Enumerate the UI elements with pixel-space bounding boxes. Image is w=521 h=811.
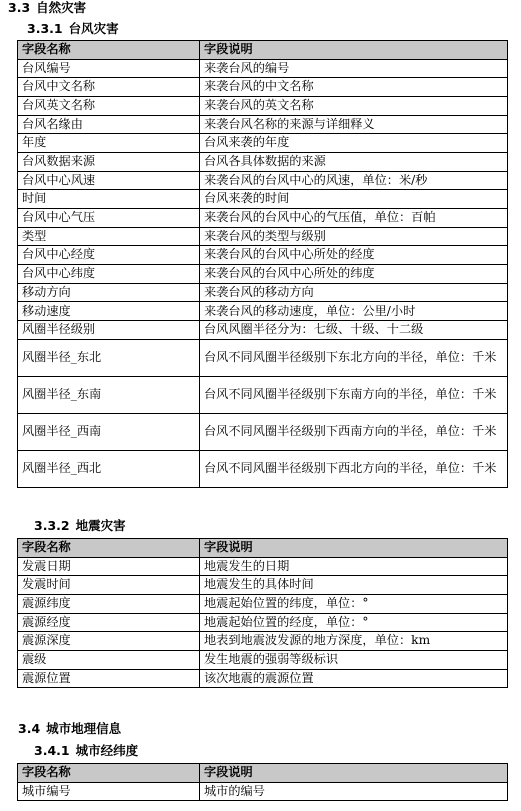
field-name-cell: 震源纬度 xyxy=(18,594,200,613)
table-row xyxy=(18,669,508,688)
section-heading-3-3 xyxy=(8,0,86,16)
section-heading-3-3-1 xyxy=(27,21,119,37)
field-name-cell: 台风名缘由 xyxy=(18,115,200,134)
section-title: 地震灾害 xyxy=(75,518,126,533)
field-desc-cell: 台风来袭的时间 xyxy=(200,190,508,209)
field-desc-cell: 来袭台风的台风中心的气压值，单位：百帕 xyxy=(200,209,508,228)
field-desc-cell: 来袭台风的台风中心所处的纬度 xyxy=(200,265,508,284)
column-header-field-name: 字段名称 xyxy=(18,539,200,558)
table-row xyxy=(18,376,508,413)
field-desc-cell: 台风不同风圈半径级别下东北方向的半径，单位：千米 xyxy=(200,339,508,376)
table-row xyxy=(18,59,508,78)
table-row xyxy=(18,302,508,321)
field-desc-cell: 地震起始位置的纬度，单位：° xyxy=(200,594,508,613)
table-row xyxy=(18,339,508,376)
table-row xyxy=(18,450,508,487)
table-row xyxy=(18,78,508,97)
field-desc-cell: 台风不同风圈半径级别下西北方向的半径，单位：千米 xyxy=(200,450,508,487)
field-desc-cell: 该次地震的震源位置 xyxy=(200,669,508,688)
table-row xyxy=(18,321,508,340)
field-name-cell: 台风编号 xyxy=(18,59,200,78)
field-name-cell: 风圈半径级别 xyxy=(18,321,200,340)
field-desc-cell: 来袭台风的台风中心所处的经度 xyxy=(200,246,508,265)
table-row xyxy=(18,190,508,209)
field-desc-cell: 台风各具体数据的来源 xyxy=(200,152,508,171)
field-desc-cell: 地震起始位置的经度，单位：° xyxy=(200,613,508,632)
section-number: 3.4 xyxy=(18,721,41,736)
field-name-cell: 发震日期 xyxy=(18,557,200,576)
section-number: 3.3 xyxy=(8,0,31,15)
table-row xyxy=(18,246,508,265)
earthquake-fields-table xyxy=(17,538,508,688)
table-row xyxy=(18,115,508,134)
section-number: 3.3.1 xyxy=(27,21,63,36)
table-row xyxy=(18,782,508,801)
field-name-cell: 震源深度 xyxy=(18,632,200,651)
section-number: 3.3.2 xyxy=(34,518,70,533)
field-desc-cell: 台风不同风圈半径级别下西南方向的半径，单位：千米 xyxy=(200,413,508,450)
field-name-cell: 台风中心风速 xyxy=(18,171,200,190)
field-name-cell: 台风中心纬度 xyxy=(18,265,200,284)
field-desc-cell: 发生地震的强弱等级标识 xyxy=(200,650,508,669)
column-header-field-desc: 字段说明 xyxy=(200,41,508,60)
table-row xyxy=(18,594,508,613)
table-row xyxy=(18,152,508,171)
field-name-cell: 风圈半径_东北 xyxy=(18,339,200,376)
field-desc-cell: 来袭台风的编号 xyxy=(200,59,508,78)
field-desc-cell: 地震发生的日期 xyxy=(200,557,508,576)
field-name-cell: 震源位置 xyxy=(18,669,200,688)
table-header-row xyxy=(18,764,508,783)
column-header-field-name: 字段名称 xyxy=(18,41,200,60)
table-row xyxy=(18,227,508,246)
section-number: 3.4.1 xyxy=(34,743,70,758)
table-row xyxy=(18,209,508,228)
table-row xyxy=(18,413,508,450)
field-name-cell: 风圈半径_西北 xyxy=(18,450,200,487)
table-row xyxy=(18,96,508,115)
field-desc-cell: 来袭台风名称的来源与详细释义 xyxy=(200,115,508,134)
field-desc-cell: 来袭台风的移动方向 xyxy=(200,283,508,302)
field-name-cell: 发震时间 xyxy=(18,576,200,595)
field-name-cell: 类型 xyxy=(18,227,200,246)
field-name-cell: 震级 xyxy=(18,650,200,669)
field-desc-cell: 台风风圈半径分为：七级、十级、十二级 xyxy=(200,321,508,340)
section-title: 台风灾害 xyxy=(68,21,119,36)
section-heading-3-4 xyxy=(18,721,121,737)
section-title: 城市经纬度 xyxy=(75,743,139,758)
field-name-cell: 台风英文名称 xyxy=(18,96,200,115)
field-name-cell: 风圈半径_西南 xyxy=(18,413,200,450)
field-desc-cell: 来袭台风的类型与级别 xyxy=(200,227,508,246)
field-name-cell: 台风数据来源 xyxy=(18,152,200,171)
table-row xyxy=(18,613,508,632)
table-row xyxy=(18,171,508,190)
column-header-field-desc: 字段说明 xyxy=(200,764,508,783)
table-header-row xyxy=(18,539,508,558)
field-desc-cell: 台风不同风圈半径级别下东南方向的半径，单位：千米 xyxy=(200,376,508,413)
table-row xyxy=(18,650,508,669)
field-name-cell: 移动速度 xyxy=(18,302,200,321)
section-title: 自然灾害 xyxy=(36,0,87,15)
table-row xyxy=(18,632,508,651)
field-name-cell: 移动方向 xyxy=(18,283,200,302)
column-header-field-desc: 字段说明 xyxy=(200,539,508,558)
field-desc-cell: 来袭台风的英文名称 xyxy=(200,96,508,115)
city-fields-table xyxy=(17,763,508,801)
section-title: 城市地理信息 xyxy=(46,721,122,736)
section-heading-3-4-1 xyxy=(34,743,138,759)
table-row xyxy=(18,134,508,153)
typhoon-fields-table xyxy=(17,40,508,488)
field-name-cell: 风圈半径_东南 xyxy=(18,376,200,413)
field-desc-cell: 来袭台风的中文名称 xyxy=(200,78,508,97)
section-heading-3-3-2 xyxy=(34,518,126,534)
table-row xyxy=(18,557,508,576)
field-name-cell: 台风中文名称 xyxy=(18,78,200,97)
field-desc-cell: 地表到地震波发源的地方深度，单位：km xyxy=(200,632,508,651)
field-desc-cell: 地震发生的具体时间 xyxy=(200,576,508,595)
field-desc-cell: 城市的编号 xyxy=(200,782,508,801)
table-row xyxy=(18,265,508,284)
field-name-cell: 台风中心经度 xyxy=(18,246,200,265)
field-name-cell: 城市编号 xyxy=(18,782,200,801)
table-row xyxy=(18,576,508,595)
field-name-cell: 震源经度 xyxy=(18,613,200,632)
column-header-field-name: 字段名称 xyxy=(18,764,200,783)
field-name-cell: 时间 xyxy=(18,190,200,209)
table-header-row xyxy=(18,41,508,60)
field-name-cell: 年度 xyxy=(18,134,200,153)
table-row xyxy=(18,283,508,302)
field-desc-cell: 台风来袭的年度 xyxy=(200,134,508,153)
field-name-cell: 台风中心气压 xyxy=(18,209,200,228)
field-desc-cell: 来袭台风的台风中心的风速，单位：米/秒 xyxy=(200,171,508,190)
field-desc-cell: 来袭台风的移动速度，单位：公里/小时 xyxy=(200,302,508,321)
